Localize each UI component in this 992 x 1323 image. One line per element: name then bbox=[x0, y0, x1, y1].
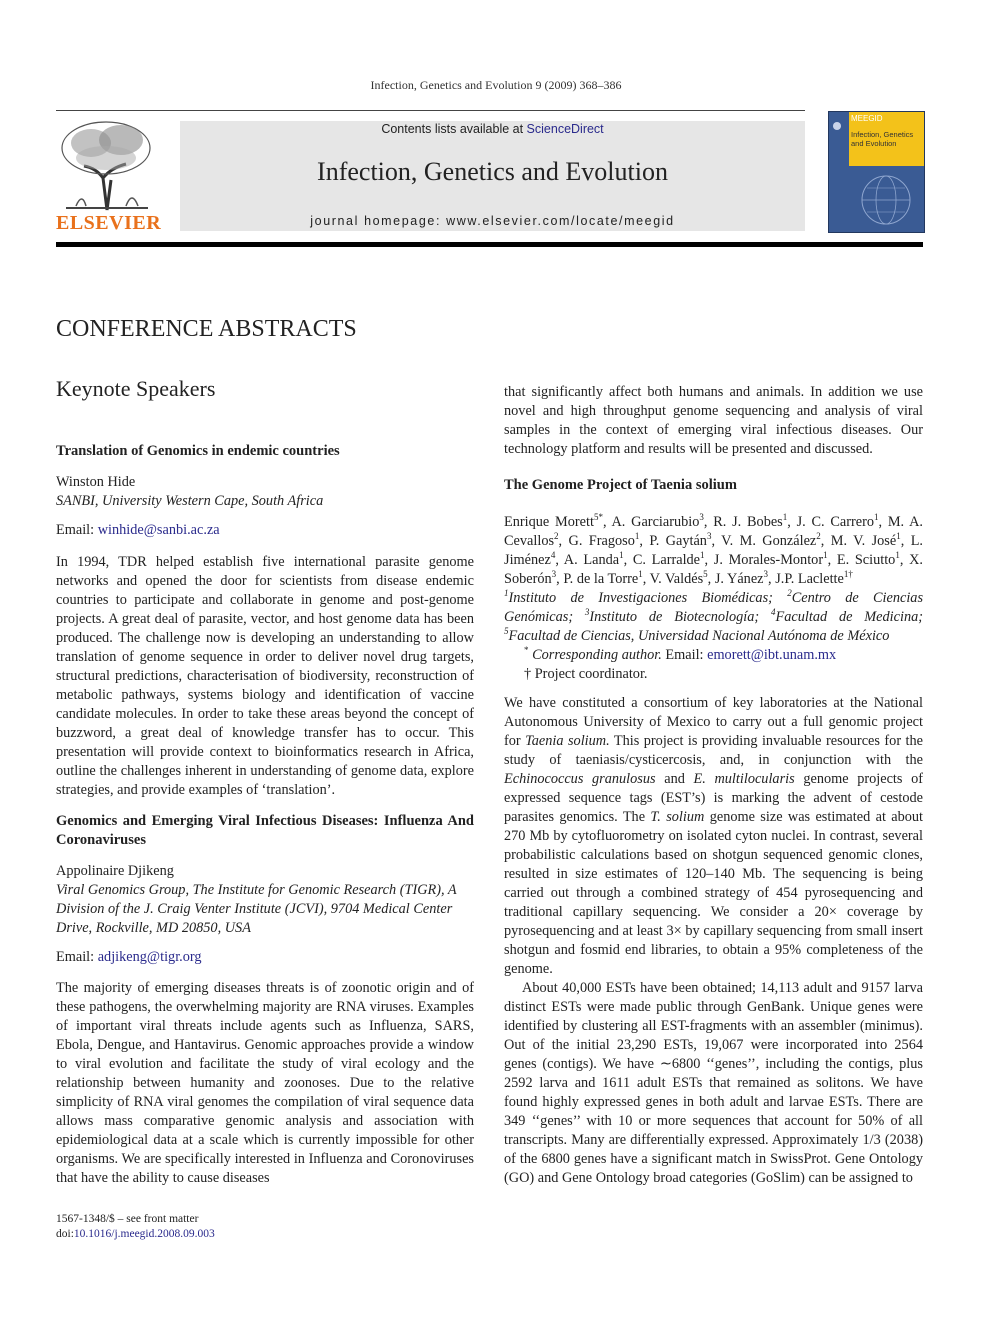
author-affiliation-mark: 2 bbox=[554, 531, 559, 542]
author-name: P. de la Torre bbox=[563, 571, 639, 587]
author-name: V. M. González bbox=[721, 533, 817, 549]
species-name: Echinococcus granulosus bbox=[504, 771, 656, 787]
author-name: E. Sciutto bbox=[836, 552, 896, 568]
cover-logo: MEEGID bbox=[851, 114, 883, 123]
author-name: J. Yánez bbox=[714, 571, 764, 587]
author-name: Enrique Morett bbox=[504, 514, 594, 530]
journal-homepage[interactable]: journal homepage: www.elsevier.com/locate/meegid bbox=[310, 214, 675, 228]
abstract3-authors: Enrique Morett$^{5*}$, A. Garciarubio$^3$, R. J. Bobes$^1$, J. C. Carrero$^1$, M. A. Cevallos$^2$, G. Fragoso$^1$, P. Gaytán$^3$, V. M. González$^2$, M. V. José$^1$, L. Jiménez$^4$, A. Landa$^1$, C. Larralde$^1$, J. Morales-Montor$^1$, E. Sciutto$^1$, X. Soberón$^3$, P. de la Torre$^1$, V. Valdés$^5$, J. Yánez$^3$, J.P. Laclette$^{1\dagger}$ bbox=[504, 512, 923, 587]
coordinator-note bbox=[504, 665, 923, 684]
doi-line bbox=[56, 1227, 215, 1242]
author-name: J.P. Laclette bbox=[775, 571, 844, 587]
header-rule bbox=[56, 110, 805, 111]
affiliation-text: Centro de Ciencias Genómicas; bbox=[504, 590, 924, 625]
subsection-title: Keynote Speakers bbox=[56, 376, 216, 401]
affiliation-mark: 2 bbox=[787, 588, 792, 599]
affiliation-text: Facultad de Ciencias, Universidad Nacional Autónoma de México bbox=[508, 628, 890, 644]
abstract3-paragraph-2: About 40,000 ESTs have been obtained; 14,113 adult and 9157 larva distinct ESTs were made public through GenBank. Unique genes were identified by clustering all EST-fragments with an assembler (minimus). Out of the initial 23,290 ESTs, 19,067 were incorporated into 2564 genes (contigs). We have ∼6800 ‘‘genes’’, including the contigs, plus 2592 larva and 1611 adult ESTs that remained as solitons. We have found highly expressed genes in both adult and larvae ESTs. There are 349 ‘‘genes’’ with 10 or more sequences that account for 50% of all transcripts. Many are differentially expressed. Approximately 1/3 (2038) of the 6800 genes have a significant match in SwissProt. Gene Ontology (GO) and Gene Ontology broad categories (GoSlim) can be assigned to bbox=[504, 980, 923, 1186]
author-affiliation-mark: 1 bbox=[896, 531, 901, 542]
abstract2-affiliation: Viral Genomics Group, The Institute for Genomic Research (TIGR), A Division of the J. Craig Venter Institute (JCVI), 9704 Medical Center Drive, Rockville, MD 20850, USA bbox=[56, 882, 457, 936]
journal-reference: Infection, Genetics and Evolution 9 (2009) 368–386 bbox=[370, 78, 622, 92]
globe-icon bbox=[855, 172, 917, 228]
abstract3-affiliations bbox=[504, 589, 923, 646]
contents-line bbox=[180, 122, 805, 136]
abstract2-email-line bbox=[56, 948, 474, 967]
author-name: R. J. Bobes bbox=[713, 514, 783, 530]
contents-prefix: Contents lists available at bbox=[381, 122, 527, 136]
author-name: X. Soberón bbox=[504, 552, 923, 587]
elsevier-tree-icon bbox=[56, 118, 158, 214]
abstract1-body: In 1994, TDR helped establish five international parasite genome networks and opened the door for scientists from disease endemic countries to participate and collaborate in genome and post-genome projects. A great deal of parasite, vector, and host genome data has been produced. The challenge now is developing an understanding to allow translation of genome sequence in order to deliver novel drug targets, structural predictions, characterisation of biodiversity, reconstruction of metabolic pathways, systems biology and identification of vaccine candidate molecules. In order to take these areas beyond the concept of buzzword, a great deal of knowledge transfer has to occur. This presentation will provide context to bioinformatics research in Africa, outline the challenges inherent in understanding of genome data, explore strategies, and provide examples of ‘translation’. bbox=[56, 554, 474, 798]
abstract1-author: Winston Hide bbox=[56, 474, 136, 490]
author-affiliation-mark: 3 bbox=[699, 512, 704, 523]
species-name: T. solium bbox=[650, 809, 705, 825]
doi-label: doi: bbox=[56, 1228, 74, 1240]
author-affiliation-mark: 3 bbox=[763, 569, 769, 580]
author-name: C. Larralde bbox=[632, 552, 701, 568]
abstract3-paragraph-1: We have constituted a consortium of key laboratories at the National Autonomous University of Mexico to carry out a full genomic project for Taenia solium. This project is providing invaluable resources for the study of taeniasis/cysticercosis, and, in conjunction with the Echinococcus granulosus and E. multilocularis genome projects of expressed sequence tags (EST’s) is marking the advent of cestode parasites genomics. The T. solium genome size was estimated at about 270 Mb by cytofluorometry on isolated cyton nuclei. In contrast, several probabilistic calculations based on shotgun sequenced genomic clones, resulted in size estimates of 120–140 Mb. The sequencing is being carried out through a combined strategy of 454 pyrosequencing and traditional capillary sequencing. We consider a 20× coverage by pyrosequencing and at least 3× by capillary sequencing from small insert shotgun and fosmid end libraries, to obtain a 95% completeness of the genome. bbox=[504, 695, 924, 977]
left-column bbox=[56, 442, 474, 1188]
author-name: A. Landa bbox=[563, 552, 620, 568]
author-affiliation-mark: 1 bbox=[782, 512, 788, 523]
abstract1-affiliation: SANBI, University Western Cape, South Africa bbox=[56, 493, 324, 509]
doi-link[interactable]: 10.1016/j.meegid.2008.09.003 bbox=[73, 1228, 215, 1240]
coordinator-mark: † bbox=[524, 666, 532, 682]
author-name: G. Fragoso bbox=[568, 533, 635, 549]
author-name: J. C. Carrero bbox=[796, 514, 874, 530]
abstract2-author: Appolinaire Djikeng bbox=[56, 863, 174, 879]
affiliation-text: Facultad de Medicina; bbox=[775, 609, 924, 625]
author-affiliation-mark: 2 bbox=[816, 531, 821, 542]
affiliation-text: Instituto de Biotecnología; bbox=[589, 609, 760, 625]
journal-banner bbox=[180, 121, 805, 231]
author-name: M. V. José bbox=[830, 533, 897, 549]
cover-dot-icon bbox=[833, 122, 841, 130]
author-name: L. Jiménez bbox=[504, 533, 923, 568]
publisher-name: ELSEVIER bbox=[56, 212, 162, 234]
abstract2-body: The majority of emerging diseases threats is of zoonotic origin and of these pathogens, the overwhelming majority are RNA viruses. Examples of important viral threats include agents such as Influenza, SARS, Ebola, Dengue, and Hantavirus. Genomic approaches provide a window to viral evolution and facilitate the study of viral ecology and the relationship between humanity and zoonoses. Due to the relative simplicity of RNA viral genomes the compilation of viral sequence data allows mass comparative genomic analysis and association with epidemiological data at a scale which is currently impossible for other organisms. We are specifically interested in Influenza and Coronoviruses that have the ability to cause diseases bbox=[56, 980, 474, 1186]
footer bbox=[56, 1212, 215, 1242]
author-name: M. A. Cevallos bbox=[504, 514, 923, 549]
corresponding-note bbox=[504, 646, 923, 665]
coordinator-label: Project coordinator. bbox=[534, 666, 648, 682]
affiliation-text: Instituto de Investigaciones Biomédicas; bbox=[508, 590, 773, 606]
author-affiliation-mark: 1 bbox=[874, 512, 879, 523]
affiliation-mark: 4 bbox=[771, 607, 776, 618]
corresponding-mark: * bbox=[524, 645, 529, 656]
journal-cover bbox=[828, 111, 925, 233]
species-name: E. multilocularis bbox=[693, 771, 795, 787]
header-thick-rule bbox=[56, 242, 923, 247]
author-name: A. Garciarubio bbox=[611, 514, 700, 530]
corresponding-email-label: Email: bbox=[661, 647, 708, 663]
abstract2-email-link[interactable]: adjikeng@tigr.org bbox=[97, 949, 202, 965]
elsevier-logo bbox=[56, 118, 162, 234]
author-affiliation-mark: 5 bbox=[703, 569, 708, 580]
author-name: P. Gaytán bbox=[649, 533, 707, 549]
sciencedirect-link[interactable]: ScienceDirect bbox=[526, 122, 604, 136]
cover-title: Infection, Genetics and Evolution bbox=[851, 130, 914, 148]
author-affiliation-mark: 5* bbox=[593, 512, 603, 523]
author-affiliation-mark: 1 bbox=[634, 531, 640, 542]
author-affiliation-mark: 1 bbox=[700, 550, 705, 561]
author-affiliation-mark: 1 bbox=[619, 550, 624, 561]
author-affiliation-mark: 3 bbox=[551, 569, 557, 580]
corresponding-email-link[interactable]: emorett@ibt.unam.mx bbox=[707, 647, 837, 663]
journal-title: Infection, Genetics and Evolution bbox=[317, 157, 668, 186]
affiliation-mark: 3 bbox=[584, 607, 590, 618]
affiliation-mark: 1 bbox=[504, 588, 509, 599]
author-affiliation-mark: 1 bbox=[823, 550, 828, 561]
author-affiliation-mark: 4 bbox=[550, 550, 556, 561]
corresponding-label: Corresponding author. bbox=[532, 647, 662, 663]
affiliation-mark: 5 bbox=[504, 626, 509, 637]
abstract1-title: Translation of Genomics in endemic countries bbox=[56, 443, 340, 459]
author-affiliation-mark: 1† bbox=[843, 569, 853, 580]
issn-line: 1567-1348/$ – see front matter bbox=[56, 1213, 199, 1225]
abstract1-email-link[interactable]: winhide@sanbi.ac.za bbox=[97, 522, 220, 538]
author-affiliation-mark: 1 bbox=[638, 569, 643, 580]
abstract2-email-label: Email: bbox=[56, 949, 98, 965]
abstract1-email-line bbox=[56, 521, 474, 540]
right-column bbox=[504, 383, 923, 1188]
abstract2-body-continued: that significantly affect both humans and animals. In addition we use novel and high throughput genome sequencing and analysis of viral samples in the context of emerging viral infectious diseases. Our technology platform and results will be presented and discussed. bbox=[504, 384, 923, 457]
section-title: CONFERENCE ABSTRACTS bbox=[56, 316, 357, 342]
author-affiliation-mark: 1 bbox=[895, 550, 900, 561]
abstract2-title: Genomics and Emerging Viral Infectious Diseases: Influenza And Coronaviruses bbox=[56, 813, 474, 848]
author-affiliation-mark: 3 bbox=[706, 531, 712, 542]
author-name: J. Morales-Montor bbox=[713, 552, 824, 568]
author-name: V. Valdés bbox=[649, 571, 704, 587]
abstract3-title: The Genome Project of Taenia solium bbox=[504, 477, 737, 493]
abstract1-email-label: Email: bbox=[56, 522, 98, 538]
species-name: Taenia solium. bbox=[525, 733, 610, 749]
